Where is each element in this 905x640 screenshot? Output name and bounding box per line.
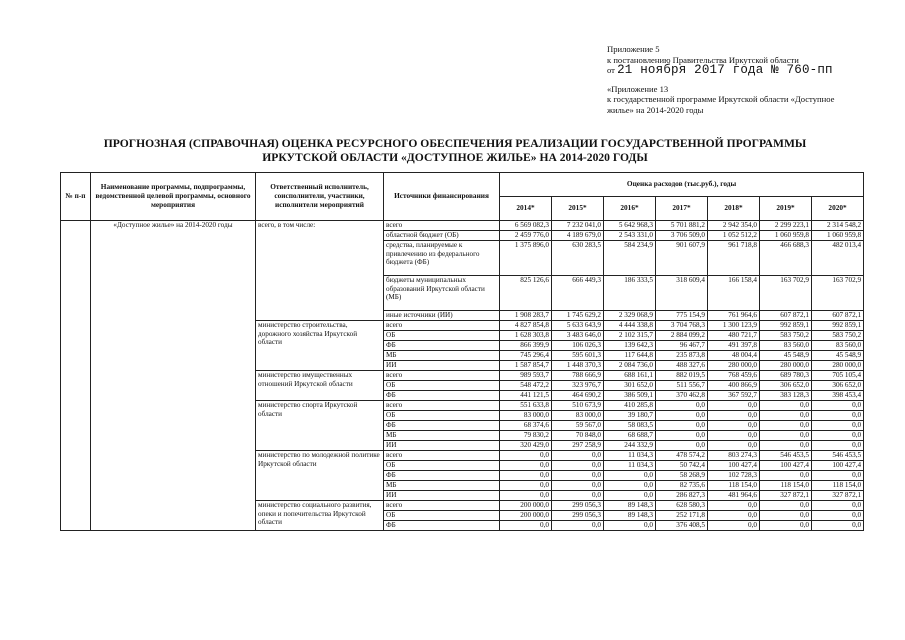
amount-cell: 79 830,2 bbox=[500, 431, 552, 441]
amount-cell: 89 148,3 bbox=[604, 511, 656, 521]
amount-cell: 0,0 bbox=[552, 481, 604, 491]
amount-cell: 0,0 bbox=[708, 431, 760, 441]
amount-cell: 83 000,0 bbox=[500, 411, 552, 421]
amount-cell: 5 633 643,9 bbox=[552, 321, 604, 331]
funding-source-cell: МБ bbox=[384, 351, 500, 361]
amount-cell: 1 052 512,2 bbox=[708, 231, 760, 241]
amount-cell: 961 718,8 bbox=[708, 241, 760, 276]
amount-cell: 376 408,5 bbox=[656, 521, 708, 531]
amount-cell: 100 427,4 bbox=[812, 461, 864, 471]
amount-cell: 803 274,3 bbox=[708, 451, 760, 461]
budget-table bbox=[60, 172, 864, 531]
amount-cell: 768 459,6 bbox=[708, 371, 760, 381]
appendix13-line: «Приложение 13 bbox=[607, 83, 669, 94]
amount-cell: 7 232 041,0 bbox=[552, 221, 604, 231]
amount-cell: 551 633,8 bbox=[500, 401, 552, 411]
amount-cell: 583 750,2 bbox=[812, 331, 864, 341]
amount-cell: 1 448 370,3 bbox=[552, 361, 604, 371]
amount-cell: 3 706 509,0 bbox=[656, 231, 708, 241]
appendix-header bbox=[607, 44, 897, 115]
amount-cell: 0,0 bbox=[656, 421, 708, 431]
amount-cell: 0,0 bbox=[656, 431, 708, 441]
amount-cell: 0,0 bbox=[604, 481, 656, 491]
header-year: 2014* bbox=[500, 197, 552, 221]
program-period-line: жилье» на 2014-2020 годы bbox=[607, 104, 704, 115]
funding-source-cell: средства, планируемые к привлечению из федерального бюджета (ФБ) bbox=[384, 241, 500, 276]
funding-source-cell: ИИ bbox=[384, 361, 500, 371]
amount-cell: 481 964,6 bbox=[708, 491, 760, 501]
funding-source-cell: всего bbox=[384, 451, 500, 461]
amount-cell: 2 084 736,0 bbox=[604, 361, 656, 371]
amount-cell: 299 056,3 bbox=[552, 501, 604, 511]
amount-cell: 235 873,8 bbox=[656, 351, 708, 361]
amount-cell: 0,0 bbox=[552, 451, 604, 461]
amount-cell: 546 453,5 bbox=[812, 451, 864, 461]
amount-cell: 464 690,2 bbox=[552, 391, 604, 401]
amount-cell: 607 872,1 bbox=[812, 311, 864, 321]
table-body bbox=[61, 221, 864, 531]
amount-cell: 68 688,7 bbox=[604, 431, 656, 441]
amount-cell: 989 593,7 bbox=[500, 371, 552, 381]
amount-cell: 70 848,0 bbox=[552, 431, 604, 441]
amount-cell: 0,0 bbox=[812, 411, 864, 421]
amount-cell: 59 567,0 bbox=[552, 421, 604, 431]
amount-cell: 45 548,9 bbox=[812, 351, 864, 361]
amount-cell: 383 128,3 bbox=[760, 391, 812, 401]
funding-source-cell: областной бюджет (ОБ) bbox=[384, 231, 500, 241]
amount-cell: 866 399,9 bbox=[500, 341, 552, 351]
document-title bbox=[70, 137, 840, 165]
executor-cell: министерство спорта Иркутской области bbox=[256, 401, 384, 451]
amount-cell: 825 126,6 bbox=[500, 276, 552, 311]
amount-cell: 511 556,7 bbox=[656, 381, 708, 391]
amount-cell: 992 859,1 bbox=[812, 321, 864, 331]
amount-cell: 0,0 bbox=[760, 441, 812, 451]
amount-cell: 4 444 338,8 bbox=[604, 321, 656, 331]
amount-cell: 0,0 bbox=[812, 441, 864, 451]
amount-cell: 118 154,0 bbox=[760, 481, 812, 491]
amount-cell: 100 427,4 bbox=[708, 461, 760, 471]
amount-cell: 0,0 bbox=[552, 461, 604, 471]
amount-cell: 1 060 959,8 bbox=[760, 231, 812, 241]
amount-cell: 0,0 bbox=[812, 501, 864, 511]
amount-cell: 118 154,0 bbox=[708, 481, 760, 491]
funding-source-cell: ОБ bbox=[384, 331, 500, 341]
header-year: 2016* bbox=[604, 197, 656, 221]
amount-cell: 0,0 bbox=[552, 491, 604, 501]
amount-cell: 163 702,9 bbox=[812, 276, 864, 311]
amount-cell: 299 056,3 bbox=[552, 511, 604, 521]
amount-cell: 583 750,2 bbox=[760, 331, 812, 341]
funding-source-cell: ФБ bbox=[384, 521, 500, 531]
amount-cell: 301 652,0 bbox=[604, 381, 656, 391]
amount-cell: 0,0 bbox=[500, 471, 552, 481]
title-line-1: ПРОГНОЗНАЯ (СПРАВОЧНАЯ) ОЦЕНКА РЕСУРСНОГО ОБЕСПЕЧЕНИЯ РЕАЛИЗАЦИИ ГОСУДАРСТВЕННОЙ ПРОГРАММЫ bbox=[103, 137, 807, 150]
amount-cell: 117 644,8 bbox=[604, 351, 656, 361]
funding-source-cell: всего bbox=[384, 321, 500, 331]
amount-cell: 666 449,3 bbox=[552, 276, 604, 311]
amount-cell: 788 666,9 bbox=[552, 371, 604, 381]
row-number-cell bbox=[61, 221, 91, 531]
executor-cell: министерство социального развития, опеки и попечительства Иркутской области bbox=[256, 501, 384, 531]
amount-cell: 510 673,9 bbox=[552, 401, 604, 411]
funding-source-cell: ФБ bbox=[384, 421, 500, 431]
amount-cell: 0,0 bbox=[500, 481, 552, 491]
amount-cell: 327 872,1 bbox=[812, 491, 864, 501]
amount-cell: 5 642 968,3 bbox=[604, 221, 656, 231]
amount-cell: 488 327,6 bbox=[656, 361, 708, 371]
amount-cell: 0,0 bbox=[708, 511, 760, 521]
amount-cell: 48 004,4 bbox=[708, 351, 760, 361]
amount-cell: 200 000,0 bbox=[500, 501, 552, 511]
amount-cell: 323 976,7 bbox=[552, 381, 604, 391]
amount-cell: 0,0 bbox=[656, 401, 708, 411]
header-program: Наименование программы, подпрограммы, ведомственной целевой программы, основного мероприятия bbox=[91, 173, 256, 221]
funding-source-cell: ИИ bbox=[384, 441, 500, 451]
amount-cell: 0,0 bbox=[708, 441, 760, 451]
amount-cell: 491 397,8 bbox=[708, 341, 760, 351]
amount-cell: 2 942 354,0 bbox=[708, 221, 760, 231]
amount-cell: 0,0 bbox=[500, 461, 552, 471]
amount-cell: 306 652,0 bbox=[760, 381, 812, 391]
amount-cell: 0,0 bbox=[760, 431, 812, 441]
amount-cell: 0,0 bbox=[604, 491, 656, 501]
amount-cell: 244 332,9 bbox=[604, 441, 656, 451]
amount-cell: 2 314 548,2 bbox=[812, 221, 864, 231]
amount-cell: 118 154,0 bbox=[812, 481, 864, 491]
amount-cell: 0,0 bbox=[656, 411, 708, 421]
amount-cell: 5 701 881,2 bbox=[656, 221, 708, 231]
executor-cell: министерство по молодежной политике Иркутской области bbox=[256, 451, 384, 501]
funding-source-cell: ИИ bbox=[384, 491, 500, 501]
funding-source-cell: ФБ bbox=[384, 391, 500, 401]
amount-cell: 0,0 bbox=[500, 521, 552, 531]
funding-source-cell: ОБ bbox=[384, 381, 500, 391]
amount-cell: 2 102 315,7 bbox=[604, 331, 656, 341]
header-year: 2018* bbox=[708, 197, 760, 221]
amount-cell: 1 300 123,9 bbox=[708, 321, 760, 331]
header-year: 2017* bbox=[656, 197, 708, 221]
funding-source-cell: ФБ bbox=[384, 471, 500, 481]
amount-cell: 628 580,3 bbox=[656, 501, 708, 511]
amount-cell: 0,0 bbox=[708, 501, 760, 511]
amount-cell: 0,0 bbox=[552, 521, 604, 531]
amount-cell: 280 000,0 bbox=[708, 361, 760, 371]
amount-cell: 466 688,3 bbox=[760, 241, 812, 276]
amount-cell: 200 000,0 bbox=[500, 511, 552, 521]
date-number-line bbox=[607, 65, 897, 76]
amount-cell: 252 171,8 bbox=[656, 511, 708, 521]
amount-cell: 630 283,5 bbox=[552, 241, 604, 276]
amount-cell: 6 569 082,3 bbox=[500, 221, 552, 231]
amount-cell: 163 702,9 bbox=[760, 276, 812, 311]
amount-cell: 480 721,7 bbox=[708, 331, 760, 341]
amount-cell: 83 560,0 bbox=[812, 341, 864, 351]
amount-cell: 82 735,6 bbox=[656, 481, 708, 491]
amount-cell: 0,0 bbox=[760, 521, 812, 531]
amount-cell: 745 296,4 bbox=[500, 351, 552, 361]
amount-cell: 584 234,9 bbox=[604, 241, 656, 276]
executor-cell: министерство имущественных отношений Иркутской области bbox=[256, 371, 384, 401]
amount-cell: 2 299 223,1 bbox=[760, 221, 812, 231]
funding-source-cell: МБ bbox=[384, 431, 500, 441]
amount-cell: 0,0 bbox=[760, 511, 812, 521]
amount-cell: 0,0 bbox=[812, 521, 864, 531]
funding-source-cell: МБ bbox=[384, 481, 500, 491]
amount-cell: 0,0 bbox=[500, 451, 552, 461]
amount-cell: 386 509,1 bbox=[604, 391, 656, 401]
amount-cell: 83 560,0 bbox=[760, 341, 812, 351]
amount-cell: 11 034,3 bbox=[604, 461, 656, 471]
amount-cell: 139 642,3 bbox=[604, 341, 656, 351]
header-year: 2020* bbox=[812, 197, 864, 221]
amount-cell: 705 105,4 bbox=[812, 371, 864, 381]
amount-cell: 775 154,9 bbox=[656, 311, 708, 321]
amount-cell: 39 180,7 bbox=[604, 411, 656, 421]
funding-source-cell: всего bbox=[384, 501, 500, 511]
amount-cell: 688 161,1 bbox=[604, 371, 656, 381]
amount-cell: 45 548,9 bbox=[760, 351, 812, 361]
amount-cell: 0,0 bbox=[812, 471, 864, 481]
amount-cell: 0,0 bbox=[760, 421, 812, 431]
amount-cell: 1 587 854,7 bbox=[500, 361, 552, 371]
amount-cell: 441 121,5 bbox=[500, 391, 552, 401]
amount-cell: 2 543 331,0 bbox=[604, 231, 656, 241]
amount-cell: 0,0 bbox=[812, 401, 864, 411]
amount-cell: 0,0 bbox=[812, 431, 864, 441]
title-line-2: ИРКУТСКОЙ ОБЛАСТИ «ДОСТУПНОЕ ЖИЛЬЕ» НА 2014-2020 ГОДЫ bbox=[262, 151, 648, 164]
amount-cell: 400 866,9 bbox=[708, 381, 760, 391]
amount-cell: 0,0 bbox=[708, 411, 760, 421]
amount-cell: 320 429,0 bbox=[500, 441, 552, 451]
amount-cell: 4 189 679,0 bbox=[552, 231, 604, 241]
funding-source-cell: всего bbox=[384, 221, 500, 231]
amount-cell: 83 000,0 bbox=[552, 411, 604, 421]
amount-cell: 58 268,9 bbox=[656, 471, 708, 481]
header-year: 2015* bbox=[552, 197, 604, 221]
amount-cell: 595 601,3 bbox=[552, 351, 604, 361]
amount-cell: 546 453,5 bbox=[760, 451, 812, 461]
amount-cell: 89 148,3 bbox=[604, 501, 656, 511]
header-source: Источники финансирования bbox=[384, 173, 500, 221]
funding-source-cell: ОБ bbox=[384, 511, 500, 521]
amount-cell: 0,0 bbox=[552, 471, 604, 481]
funding-source-cell: ОБ bbox=[384, 461, 500, 471]
amount-cell: 689 780,3 bbox=[760, 371, 812, 381]
amount-cell: 482 013,4 bbox=[812, 241, 864, 276]
header-year: 2019* bbox=[760, 197, 812, 221]
amount-cell: 0,0 bbox=[812, 511, 864, 521]
table-row bbox=[61, 221, 864, 231]
amount-cell: 2 329 068,9 bbox=[604, 311, 656, 321]
amount-cell: 607 872,1 bbox=[760, 311, 812, 321]
amount-cell: 0,0 bbox=[760, 471, 812, 481]
amount-cell: 318 609,4 bbox=[656, 276, 708, 311]
amount-cell: 1 628 303,8 bbox=[500, 331, 552, 341]
amount-cell: 901 607,9 bbox=[656, 241, 708, 276]
amount-cell: 286 827,3 bbox=[656, 491, 708, 501]
amount-cell: 0,0 bbox=[708, 401, 760, 411]
header-estimate: Оценка расходов (тыс.руб.), годы bbox=[500, 173, 864, 197]
amount-cell: 68 374,6 bbox=[500, 421, 552, 431]
header-executor: Ответственный исполнитель, соисполнители, участники, исполнители мероприятий bbox=[256, 173, 384, 221]
amount-cell: 100 427,4 bbox=[760, 461, 812, 471]
funding-source-cell: всего bbox=[384, 371, 500, 381]
funding-source-cell: иные источники (ИИ) bbox=[384, 311, 500, 321]
amount-cell: 761 964,6 bbox=[708, 311, 760, 321]
appendix-line: Приложение 5 bbox=[607, 44, 660, 54]
amount-cell: 410 285,8 bbox=[604, 401, 656, 411]
amount-cell: 0,0 bbox=[604, 471, 656, 481]
amount-cell: 367 592,7 bbox=[708, 391, 760, 401]
funding-source-cell: ФБ bbox=[384, 341, 500, 351]
amount-cell: 186 333,5 bbox=[604, 276, 656, 311]
amount-cell: 2 884 099,2 bbox=[656, 331, 708, 341]
amount-cell: 398 453,4 bbox=[812, 391, 864, 401]
amount-cell: 58 083,5 bbox=[604, 421, 656, 431]
amount-cell: 478 574,2 bbox=[656, 451, 708, 461]
amount-cell: 0,0 bbox=[708, 421, 760, 431]
amount-cell: 548 472,2 bbox=[500, 381, 552, 391]
amount-cell: 166 158,4 bbox=[708, 276, 760, 311]
amount-cell: 4 827 854,8 bbox=[500, 321, 552, 331]
program-ref-line: к государственной программе Иркутской области «Доступное bbox=[607, 94, 835, 104]
amount-cell: 0,0 bbox=[760, 401, 812, 411]
amount-cell: 297 258,9 bbox=[552, 441, 604, 451]
amount-cell: 280 000,0 bbox=[812, 361, 864, 371]
amount-cell: 1 745 629,2 bbox=[552, 311, 604, 321]
amount-cell: 11 034,3 bbox=[604, 451, 656, 461]
funding-source-cell: бюджеты муниципальных образований Иркутской области (МБ) bbox=[384, 276, 500, 311]
executor-cell: всего, в том числе: bbox=[256, 221, 384, 321]
amount-cell: 102 728,3 bbox=[708, 471, 760, 481]
amount-cell: 1 375 896,0 bbox=[500, 241, 552, 276]
amount-cell: 280 000,0 bbox=[760, 361, 812, 371]
executor-cell: министерство строительства, дорожного хозяйства Иркутской области bbox=[256, 321, 384, 371]
amount-cell: 0,0 bbox=[500, 491, 552, 501]
amount-cell: 327 872,1 bbox=[760, 491, 812, 501]
funding-source-cell: ОБ bbox=[384, 411, 500, 421]
resolution-line: к постановлению Правительства Иркутской области bbox=[607, 54, 799, 65]
amount-cell: 2 459 776,0 bbox=[500, 231, 552, 241]
amount-cell: 0,0 bbox=[760, 501, 812, 511]
amount-cell: 106 026,3 bbox=[552, 341, 604, 351]
amount-cell: 50 742,4 bbox=[656, 461, 708, 471]
amount-cell: 1 908 283,7 bbox=[500, 311, 552, 321]
funding-source-cell: всего bbox=[384, 401, 500, 411]
amount-cell: 1 060 959,8 bbox=[812, 231, 864, 241]
amount-cell: 0,0 bbox=[708, 521, 760, 531]
program-name-cell: «Доступное жилье» на 2014-2020 годы bbox=[91, 221, 256, 531]
date-prefix: от bbox=[607, 65, 615, 75]
amount-cell: 370 462,8 bbox=[656, 391, 708, 401]
date-number-stamp: 21 ноября 2017 года № 760-пп bbox=[617, 63, 833, 77]
amount-cell: 882 019,5 bbox=[656, 371, 708, 381]
amount-cell: 992 859,1 bbox=[760, 321, 812, 331]
amount-cell: 0,0 bbox=[604, 521, 656, 531]
amount-cell: 96 467,7 bbox=[656, 341, 708, 351]
amount-cell: 306 652,0 bbox=[812, 381, 864, 391]
amount-cell: 3 704 768,3 bbox=[656, 321, 708, 331]
header-num: № п-п bbox=[61, 173, 91, 221]
amount-cell: 0,0 bbox=[760, 411, 812, 421]
amount-cell: 0,0 bbox=[656, 441, 708, 451]
amount-cell: 3 483 646,0 bbox=[552, 331, 604, 341]
amount-cell: 0,0 bbox=[812, 421, 864, 431]
